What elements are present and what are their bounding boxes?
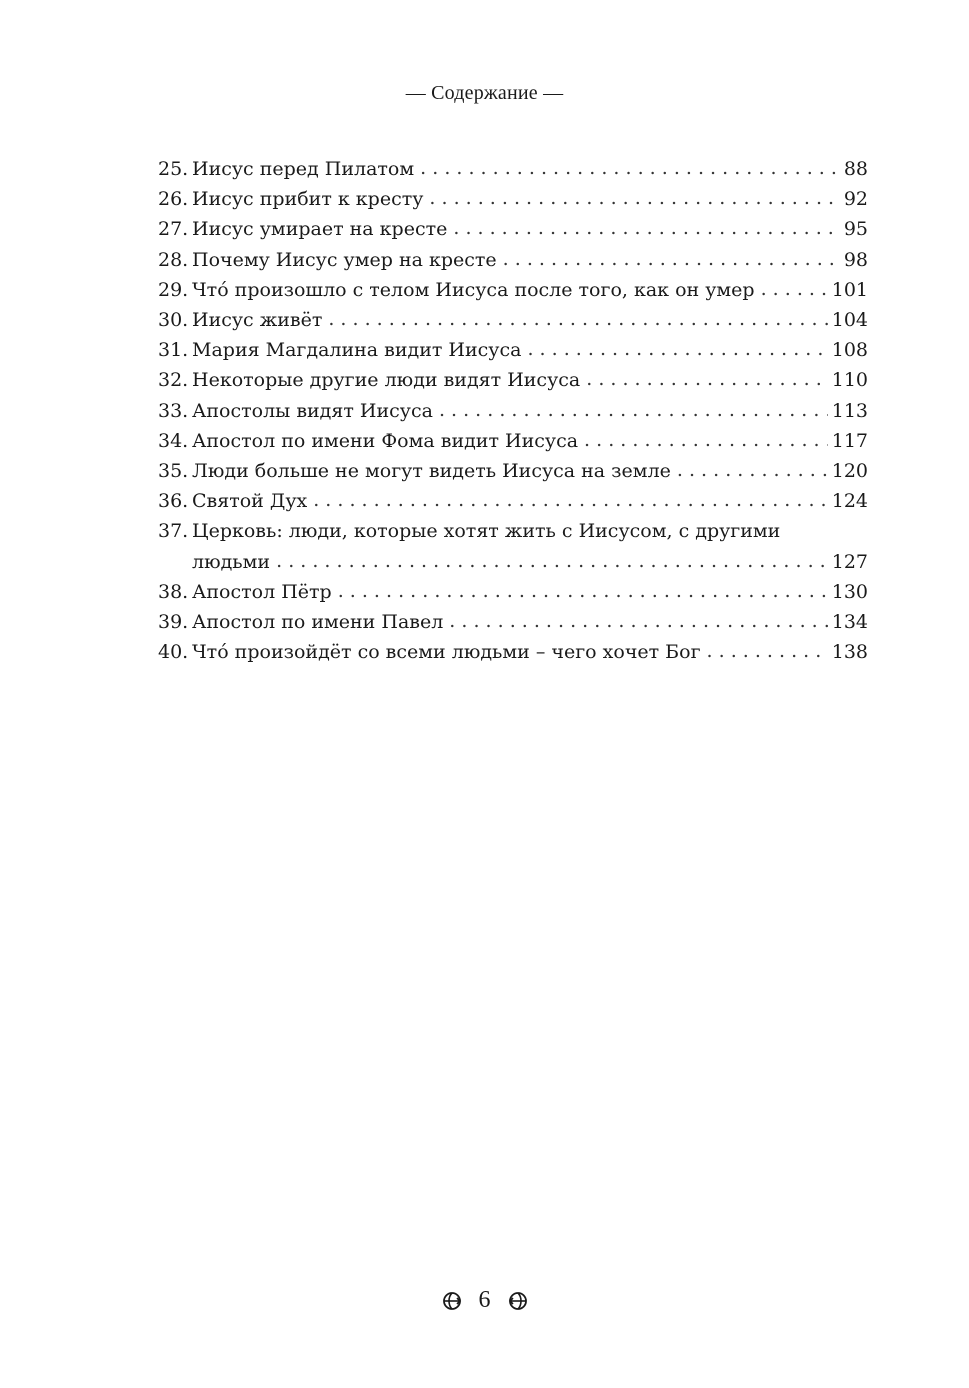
entry-title: Некоторые другие люди видят Иисуса: [192, 369, 581, 392]
entry-title: Святой Дух: [192, 490, 308, 513]
dot-leader: [586, 364, 828, 394]
toc-entry-33[interactable]: [158, 396, 868, 426]
entry-page: 127: [831, 550, 868, 573]
entry-number: 28.: [158, 248, 189, 271]
entry-title: Апостолы видят Иисуса: [192, 399, 433, 422]
dot-leader: [420, 153, 840, 183]
toc-entry-38[interactable]: [158, 577, 868, 607]
entry-number: 31.: [158, 339, 189, 362]
toc-entry-40[interactable]: [158, 637, 868, 667]
entry-number: 32.: [158, 369, 189, 392]
entry-title: Мария Магдалина видит Иисуса: [192, 339, 522, 362]
entry-page: 88: [843, 158, 868, 180]
page-folio: [0, 1287, 969, 1314]
entry-title: Иисус прибит к кресту: [192, 188, 424, 211]
entry-page: 134: [831, 611, 868, 634]
entry-title: Апостол по имени Фома видит Иисуса: [192, 429, 579, 452]
entry-title: Апостол по имени Павел: [192, 611, 444, 634]
entry-page: 138: [831, 641, 868, 664]
running-head: — Содержание —: [405, 82, 564, 104]
toc-entry-27[interactable]: [158, 214, 868, 244]
entry-page: 113: [831, 399, 868, 422]
toc-entry-30[interactable]: [158, 305, 868, 335]
dot-leader: [338, 576, 828, 606]
entry-number: 26.: [158, 188, 189, 211]
entry-number: 33.: [158, 399, 189, 422]
entry-number: 27.: [158, 218, 189, 241]
toc-entry-34[interactable]: [158, 426, 868, 456]
entry-page: 98: [843, 248, 868, 271]
entry-page: 101: [831, 278, 868, 301]
dot-leader: [584, 425, 828, 455]
entry-title: Апостол Пётр: [192, 580, 332, 603]
toc-entry-25[interactable]: [158, 154, 868, 184]
table-of-contents: [158, 154, 868, 667]
entry-number: 36.: [158, 490, 189, 513]
dot-leader: [527, 334, 827, 364]
dot-leader: [761, 274, 828, 304]
toc-entry-39[interactable]: [158, 607, 868, 637]
dot-leader: [313, 485, 828, 515]
entry-title: Иисус перед Пилатом: [192, 158, 415, 180]
fleuron-right-icon: [507, 1290, 529, 1312]
dot-leader: [707, 636, 828, 666]
entry-title: Иисус живёт: [192, 309, 323, 332]
toc-entry-35[interactable]: [158, 456, 868, 486]
entry-number: 35.: [158, 460, 189, 483]
entry-page: 124: [831, 490, 868, 513]
entry-page: 117: [831, 429, 868, 452]
entry-number: 38.: [158, 580, 189, 603]
entry-page: 104: [831, 309, 868, 332]
entry-title: Чтó произойдёт со всеми людьми – чего хочет Бог: [192, 641, 701, 664]
entry-title: Почему Иисус умер на кресте: [192, 248, 497, 271]
entry-number: 25.: [158, 158, 189, 180]
entry-title: Люди больше не могут видеть Иисуса на земле: [192, 460, 671, 483]
toc-entry-26[interactable]: [158, 184, 868, 214]
dot-leader: [439, 395, 828, 425]
toc-entry-31[interactable]: [158, 335, 868, 365]
toc-entry-32[interactable]: [158, 365, 868, 395]
toc-entry-37[interactable]: [158, 516, 868, 576]
entry-title-continuation: людьми: [192, 550, 271, 573]
dot-leader: [429, 183, 839, 213]
entry-title: Иисус умирает на кресте: [192, 218, 448, 241]
toc-entry-28[interactable]: [158, 245, 868, 275]
entry-page: 108: [831, 339, 868, 362]
entry-number: 29.: [158, 278, 189, 301]
dot-leader: [453, 213, 839, 243]
entry-title: Чтó произошло с телом Иисуса после того, как он умер: [192, 278, 755, 301]
entry-number: 30.: [158, 309, 189, 332]
entry-page: 120: [831, 460, 868, 483]
dot-leader: [276, 546, 828, 576]
toc-entry-36[interactable]: [158, 486, 868, 516]
dot-leader: [449, 606, 827, 636]
entry-page: 92: [843, 188, 868, 211]
entry-page: 130: [831, 580, 868, 603]
entry-title: Церковь: люди, которые хотят жить с Иисусом, с другими: [192, 520, 781, 543]
entry-number: 34.: [158, 429, 189, 452]
entry-page: 95: [843, 218, 868, 241]
dot-leader: [677, 455, 828, 485]
entry-page: 110: [831, 369, 868, 392]
dot-leader: [328, 304, 827, 334]
entry-number: 40.: [158, 641, 189, 664]
entry-number: 39.: [158, 611, 189, 634]
dot-leader: [503, 244, 840, 274]
toc-entry-29[interactable]: [158, 275, 868, 305]
page-number: 6: [478, 1287, 491, 1313]
fleuron-left-icon: [441, 1290, 463, 1312]
entry-number: 37.: [158, 520, 189, 543]
